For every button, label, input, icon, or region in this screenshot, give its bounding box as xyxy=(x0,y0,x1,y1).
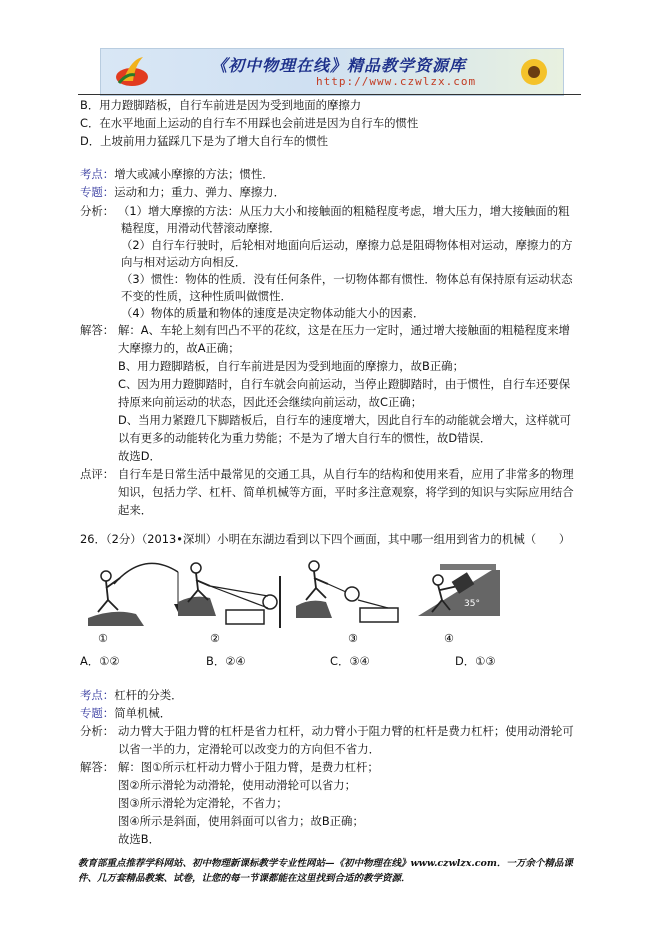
q25-kaodian xyxy=(80,166,274,182)
q25-zhuanti xyxy=(80,184,285,200)
fenxi-line: 糙程度，用滑动代替滚动摩擦． xyxy=(121,221,281,235)
figure-label: ② xyxy=(210,632,220,645)
jieda-line: 故选D． xyxy=(118,449,161,463)
header-divider xyxy=(78,94,581,95)
fenxi-line: 不变的性质，这种性质叫做惯性． xyxy=(121,289,292,303)
zhuanti-label: 专题： xyxy=(80,185,115,199)
q25-dianping-label: 点评： xyxy=(80,467,115,481)
fenxi-line: 以省一半的力，定滑轮可以改变力的方向但不省力． xyxy=(118,742,380,756)
jieda-line: 图④所示是斜面，使用斜面可以省力；故B正确； xyxy=(118,814,364,828)
figure-label: ① xyxy=(98,632,108,645)
banner-title: 《初中物理在线》精品教学资源库 xyxy=(211,56,467,75)
q25-option-d: D．上坡前用力猛踩几下是为了增大自行车的惯性 xyxy=(80,134,328,148)
jieda-line: B、用力蹬脚踏板，自行车前进是因为受到地面的摩擦力，故B正确； xyxy=(118,359,464,373)
figure-label: ③ xyxy=(348,632,358,645)
q26-option-b: B．②④ xyxy=(206,654,246,668)
q25-option-b: B．用力蹬脚踏板，自行车前进是因为受到地面的摩擦力 xyxy=(80,98,362,112)
jieda-line: 图③所示滑轮为定滑轮，不省力； xyxy=(118,796,288,810)
q26-zhuanti xyxy=(80,705,171,721)
q26-option-d: D．①③ xyxy=(455,654,496,668)
site-banner[interactable] xyxy=(100,48,564,96)
zhuanti-text: 运动和力；重力、弹力、摩擦力． xyxy=(114,185,286,199)
site-logo-icon xyxy=(113,55,151,89)
q25-option-c: C．在水平地面上运动的自行车不用踩也会前进是因为自行车的惯性 xyxy=(80,116,419,130)
jieda-line: C、因为用力蹬脚踏时，自行车就会向前运动，当停止蹬脚踏时，由于惯性，自行车还要保 xyxy=(118,377,571,391)
footer-line: 教育部重点推荐学科网站、初中物理新课标教学专业性网站—《初中物理在线》www.czwlzx.com．一万余个精品课 xyxy=(78,858,573,869)
jieda-line: 图②所示滑轮为动滑轮，使用动滑轮可以省力； xyxy=(118,778,357,792)
fenxi-line: 向与相对运动方向相反． xyxy=(121,255,247,269)
kaodian-text: 增大或减小摩擦的方法；惯性． xyxy=(114,167,274,181)
figure-fixed-pulley xyxy=(296,556,406,646)
jieda-line: 大摩擦力的，故A正确； xyxy=(118,341,240,355)
jieda-line: D、当用力紧蹬几下脚踏板后，自行车的速度增大，因此自行车的动能就会增大，这样就可 xyxy=(118,413,572,427)
jieda-line: 以有更多的动能转化为重力势能；不是为了增大自行车的惯性，故D错误． xyxy=(118,431,492,445)
q25-jieda-label: 解答： xyxy=(80,323,115,337)
fenxi-line: （4）物体的质量和物体的速度是决定物体动能大小的因素． xyxy=(121,306,425,320)
q25-fenxi-label: 分析： xyxy=(80,204,115,218)
dianping-line: 知识，包括力学、杠杆、简单机械等方面，平时多注意观察，将学到的知识与实际应用结合 xyxy=(118,485,574,499)
fenxi-line: 动力臂大于阻力臂的杠杆是省力杠杆，动力臂小于阻力臂的杠杆是费力杠杆；使用动滑轮可 xyxy=(118,724,574,738)
angle-label: 35° xyxy=(464,599,480,609)
jieda-line: 持原来向前运动的状态，因此还会继续向前运动，故C正确； xyxy=(118,395,423,409)
fenxi-line: （1）增大摩擦的方法：从压力大小和接触面的粗糙程度考虑，增大压力，增大接触面的粗 xyxy=(118,204,570,218)
figure-movable-pulley xyxy=(176,556,292,646)
footer-line: 件、几万套精品教案、试卷，让您的每一节课都能在这里找到合适的教学资源． xyxy=(78,873,411,884)
fenxi-line: （3）惯性：物体的性质．没有任何条件，一切物体都有惯性．物体总有保持原有运动状态 xyxy=(121,272,573,286)
sunflower-icon xyxy=(519,57,549,87)
jieda-line: 解：A、车轮上刻有凹凸不平的花纹，这是在压力一定时，通过增大接触面的粗糙程度来增 xyxy=(118,323,571,337)
kaodian-label: 考点： xyxy=(80,167,115,181)
q26-stem: 26．（2分）（2013•深圳）小明在东湖边看到以下四个画面，其中哪一组用到省力的机械（ ） xyxy=(80,532,571,546)
zhuanti-text: 简单机械． xyxy=(114,706,172,720)
dianping-line: 起来． xyxy=(118,503,153,517)
kaodian-label: 考点： xyxy=(80,688,115,702)
kaodian-text: 杠杆的分类． xyxy=(114,688,183,702)
q26-fenxi-label: 分析： xyxy=(80,724,115,738)
jieda-line: 故选B． xyxy=(118,832,160,846)
figure-inclined-plane xyxy=(414,556,506,646)
q26-option-c: C．③④ xyxy=(330,654,370,668)
figure-label: ④ xyxy=(444,632,454,645)
banner-url[interactable]: http://www.czwlzx.com xyxy=(316,75,477,88)
jieda-line: 解：图①所示杠杆动力臂小于阻力臂，是费力杠杆； xyxy=(118,760,379,774)
q26-jieda-label: 解答： xyxy=(80,760,115,774)
zhuanti-label: 专题： xyxy=(80,706,115,720)
fenxi-line: （2）自行车行驶时，后轮相对地面向后运动，摩擦力总是阻碍物体相对运动，摩擦力的方 xyxy=(121,238,573,252)
dianping-line: 自行车是日常生活中最常见的交通工具，从自行车的结构和使用来看，应用了非常多的物理 xyxy=(118,467,574,481)
q26-kaodian xyxy=(80,687,183,703)
q26-option-a: A．①② xyxy=(80,654,120,668)
